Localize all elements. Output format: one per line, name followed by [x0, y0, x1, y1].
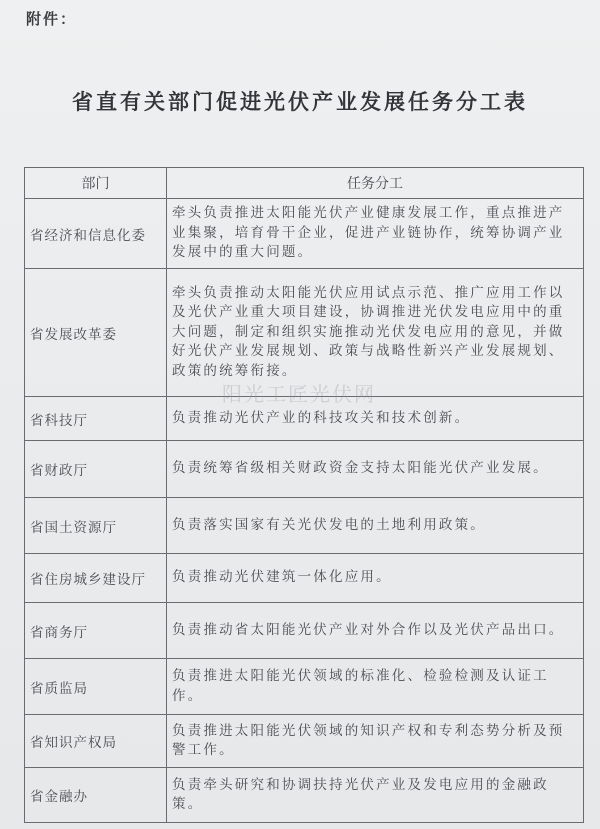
- department-cell: 省商务厅: [25, 603, 167, 659]
- header-task: 任务分工: [167, 168, 584, 199]
- task-cell: 负责推动光伏建筑一体化应用。: [167, 554, 584, 603]
- task-cell: 负责落实国家有关光伏发电的土地利用政策。: [167, 498, 584, 554]
- department-cell: 省经济和信息化委: [25, 199, 167, 269]
- attachment-label: 附件：: [26, 10, 78, 28]
- task-cell: 负责推动省太阳能光伏产业对外合作以及光伏产品出口。: [167, 603, 584, 659]
- table-row: [25, 768, 584, 823]
- table-row: [25, 603, 584, 659]
- table-header-row: [25, 168, 584, 199]
- task-cell: 负责牵头研究和协调扶持光伏产业及发电应用的金融政策。: [167, 768, 584, 823]
- header-department: 部门: [25, 168, 167, 199]
- task-division-table: [24, 167, 584, 823]
- department-cell: 省发展改革委: [25, 269, 167, 397]
- table-row: [25, 659, 584, 715]
- task-cell: 牵头负责推进太阳能光伏产业健康发展工作，重点推进产业集聚，培育骨干企业，促进产业链协作，统筹协调产业发展中的重大问题。: [167, 199, 584, 269]
- department-cell: 省金融办: [25, 768, 167, 823]
- table-row: [25, 397, 584, 441]
- department-cell: 省财政厅: [25, 441, 167, 498]
- table-row: [25, 199, 584, 269]
- task-cell: 负责推进太阳能光伏领域的知识产权和专利态势分析及预警工作。: [167, 715, 584, 768]
- department-cell: 省住房城乡建设厅: [25, 554, 167, 603]
- task-cell: 牵头负责推动太阳能光伏应用试点示范、推广应用工作以及光伏产业重大项目建设，协调推进光伏发电应用中的重大问题，制定和组织实施推动光伏发电应用的意见，并做好光伏产业发展规划、政策与战略性新兴产业发展规划、政策的统筹衔接。: [167, 269, 584, 397]
- task-cell: 负责推动光伏产业的科技攻关和技术创新。: [167, 397, 584, 441]
- department-cell: 省知识产权局: [25, 715, 167, 768]
- table-row: [25, 554, 584, 603]
- table-row: [25, 441, 584, 498]
- table-row: [25, 498, 584, 554]
- table-row: [25, 715, 584, 768]
- department-cell: 省国土资源厅: [25, 498, 167, 554]
- department-cell: 省质监局: [25, 659, 167, 715]
- watermark: 阳光工匠光伏网: [222, 382, 376, 406]
- task-cell: 负责统筹省级相关财政资金支持太阳能光伏产业发展。: [167, 441, 584, 498]
- table-row: [25, 269, 584, 397]
- task-cell: 负责推进太阳能光伏领域的标准化、检验检测及认证工作。: [167, 659, 584, 715]
- department-cell: 省科技厅: [25, 397, 167, 441]
- document-title: 省直有关部门促进光伏产业发展任务分工表: [72, 89, 528, 114]
